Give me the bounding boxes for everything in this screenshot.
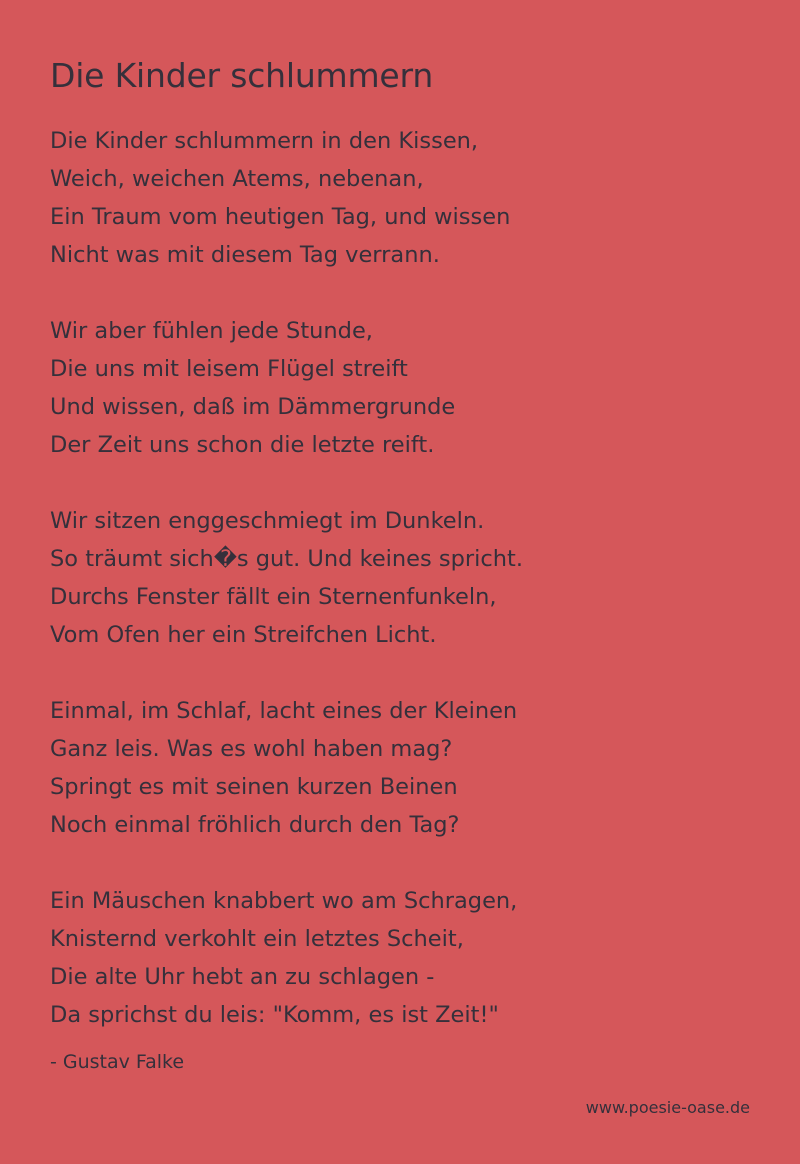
- poem-stanza: [50, 122, 750, 274]
- poem-stanza: [50, 882, 750, 1034]
- poem-line: Und wissen, daß im Dämmergrunde: [50, 394, 456, 420]
- poem-title: Die Kinder schlummern: [50, 56, 434, 95]
- poem-line: Da sprichst du leis: "Komm, es ist Zeit!": [50, 1002, 499, 1028]
- poem-line: Weich, weichen Atems, nebenan,: [50, 166, 424, 192]
- poem-author: - Gustav Falke: [50, 1051, 185, 1073]
- poem-line: Die Kinder schlummern in den Kissen,: [50, 128, 479, 154]
- poem-stanza: [50, 502, 750, 654]
- poem-stanza: [50, 692, 750, 844]
- poem-line: Vom Ofen her ein Streifchen Licht.: [50, 622, 437, 648]
- poem-line: Die alte Uhr hebt an zu schlagen -: [50, 964, 435, 990]
- poem-line: Der Zeit uns schon die letzte reift.: [50, 432, 435, 458]
- poem-line: Die uns mit leisem Flügel streift: [50, 356, 408, 382]
- poem-stanza: [50, 312, 750, 464]
- poem-line: Knisternd verkohlt ein letztes Scheit,: [50, 926, 464, 952]
- poem-body: [50, 122, 750, 1034]
- poem-line: Wir aber fühlen jede Stunde,: [50, 318, 373, 344]
- poem-line: Ganz leis. Was es wohl haben mag?: [50, 736, 453, 762]
- website-label: www.poesie-oase.de: [585, 1098, 750, 1117]
- poem-line: Springt es mit seinen kurzen Beinen: [50, 774, 458, 800]
- poem-line: Ein Traum vom heutigen Tag, und wissen: [50, 204, 511, 230]
- poem-line: Einmal, im Schlaf, lacht eines der Kleinen: [50, 698, 518, 724]
- poem-line: Noch einmal fröhlich durch den Tag?: [50, 812, 460, 838]
- poem-line: Wir sitzen enggeschmiegt im Dunkeln.: [50, 508, 485, 534]
- poem-line: So träumt sich�s gut. Und keines spricht.: [50, 546, 524, 572]
- poem-line: Durchs Fenster fällt ein Sternenfunkeln,: [50, 584, 497, 610]
- poem-line: Ein Mäuschen knabbert wo am Schragen,: [50, 888, 518, 914]
- poem-line: Nicht was mit diesem Tag verrann.: [50, 242, 440, 268]
